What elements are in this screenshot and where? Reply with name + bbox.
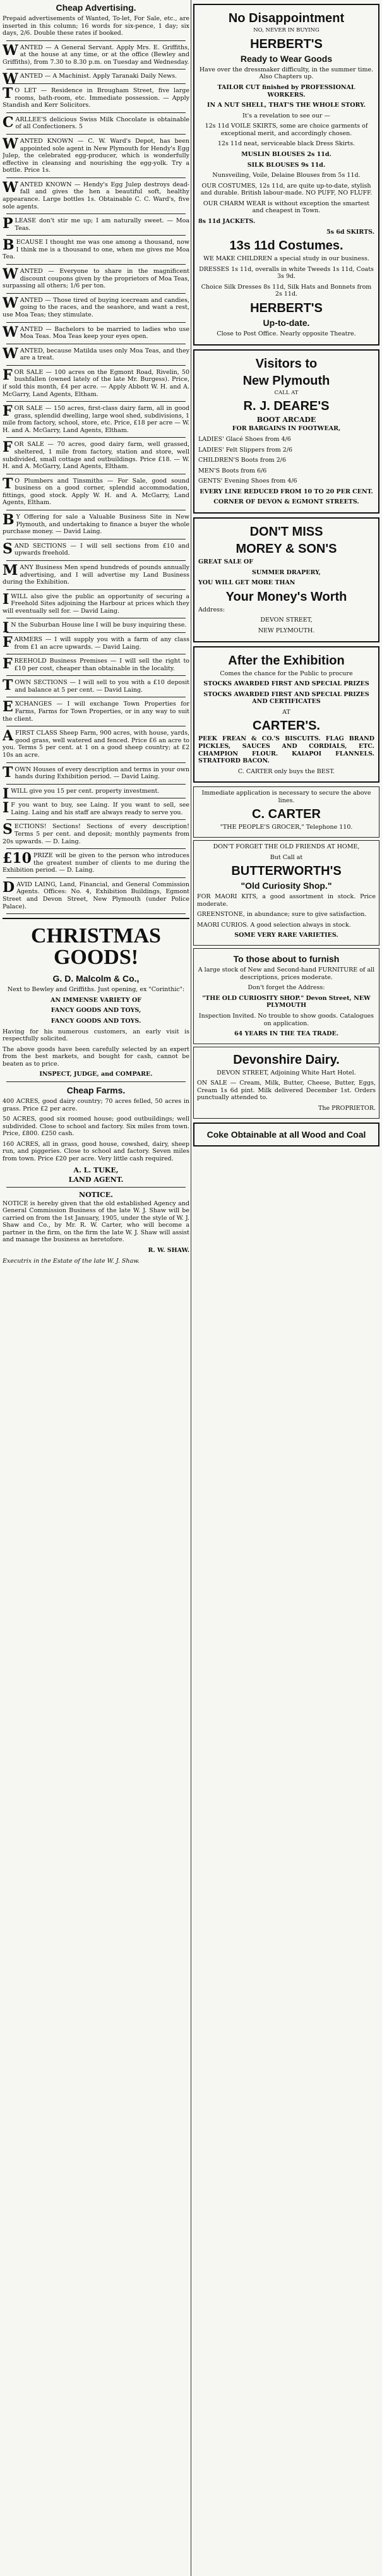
farm-item: 160 ACRES, all in grass, good house, cowshed, dairy, sheep run, and piggeries. Close to school and factory. Seven miles from town. Price £20 per acre. Very little cash required.: [3, 1140, 189, 1163]
herbert-p1: Have over the dressmaker difficulty, in the summer time. Also Chapters up.: [199, 66, 374, 81]
morey-you: YOU WILL GET MORE THAN: [198, 579, 295, 587]
classified-ad: [3, 593, 189, 615]
ad-text: ANTED KNOWN — Hendy's Egg Julep destroys dead-fall and gives the hen a beautiful soft, healthy appearance. Large bottles 1s. Obtainable C. C. Ward's, five sole agents.: [3, 181, 189, 210]
herbert-p8: OUR COSTUMES, 12s 11d, are quite up-to-date, stylish and durable. British labour-made. NO PUFF, NO FLUFF.: [200, 182, 373, 197]
notice-ad: [3, 1191, 189, 1265]
furnish-p2: Don't forget the Address:: [248, 984, 325, 992]
classified-ads-list: [3, 44, 189, 914]
divider: [6, 235, 186, 236]
christmas-goods-ad: [3, 925, 189, 1078]
divider: [6, 848, 186, 849]
divider: [6, 675, 186, 676]
morey-title: MOREY & SON'S: [236, 542, 337, 557]
furnish-p5: 64 YEARS IN THE TEA TRADE.: [234, 1030, 339, 1038]
morey-worth: Your Money's Worth: [225, 589, 347, 604]
divider: [6, 264, 186, 265]
dairy-p1: DEVON STREET, Adjoining White Hart Hotel.: [217, 1069, 356, 1076]
ad-initial: W: [3, 323, 18, 340]
furnish-p4: Inspection Invited. No trouble to show goods. Catalogues on application.: [198, 1012, 374, 1027]
ad-initial: I: [3, 785, 9, 802]
ad-text: ANY Business Men spend hundreds of pounds annually advertising, and I will advertise my Land Business during the Exhibition.: [3, 563, 189, 586]
christmas-firm: G. D. Malcolm & Co.,: [52, 973, 140, 984]
herbert-p6: 12s 11d neat, serviceable black Dress Skirts.: [217, 140, 355, 148]
ad-initial: E: [3, 699, 13, 716]
ad-initial: F: [3, 656, 13, 673]
deare-bargains: FOR BARGAINS IN FOOTWEAR,: [232, 425, 341, 433]
divider: [6, 1081, 186, 1082]
classified-ad: [3, 881, 189, 910]
herberts-ready-to-wear-ad: [193, 4, 379, 346]
ad-text: REEHOLD Business Premises — I will sell the right to £10 per cost, cheaper than obtainable in the locality.: [14, 658, 189, 672]
notice-title: NOTICE.: [79, 1190, 113, 1199]
herbert-upto-addr: Close to Post Office. Nearly opposite Theatre.: [217, 330, 356, 338]
ad-text: ANTED KNOWN — C. W. Ward's Depot, has been appointed sole agent in New Plymouth for Hendy's Egg Julep, the celebrated egg-producer, which is wonderfully effective in cleansing and nourishing the egg-yolk. Try a bottle. Price 1s.: [3, 137, 189, 174]
cheap-farms-ad: [3, 1085, 189, 1184]
furnish-title: To those about to furnish: [233, 954, 340, 965]
divider: [6, 112, 186, 113]
ad-text: XCHANGES — I will exchange Town Properties for Farms, Farms for Town Properties, or in any way to suit the client.: [3, 701, 189, 723]
deare-arcade: BOOT ARCADE: [256, 416, 316, 424]
butterworth-ad: [193, 840, 379, 946]
classified-ad: [3, 564, 189, 586]
ad-text: O Plumbers and Tinsmiths — For Sale, good sound business on a good corner, splendid accommodation, fittings, good stock. Apply W. H. and A. McGarry, Land Agents, Eltham.: [3, 477, 189, 507]
divider: [6, 632, 186, 633]
deare-line: LADIES' Felt Slippers from 2/6: [198, 446, 293, 454]
butter-title-2: "Old Curiosity Shop.": [241, 881, 332, 891]
ad-initial: A: [3, 728, 14, 745]
furnish-p3: "THE OLD CURIOSITY SHOP." Devon Street, NEW PLYMOUTH: [202, 994, 371, 1009]
herbert-upto-sub: Up-to-date.: [263, 318, 310, 328]
visitors-title-1: Visitors to: [255, 356, 318, 371]
morey-son-ad: [193, 517, 379, 642]
classified-ad: [3, 323, 189, 340]
herbert-p9: OUR CHARM WEAR is without exception the smartest and cheapest in Town.: [203, 200, 370, 215]
ad-initial: T: [3, 764, 13, 781]
butter-p3: FOR MAORI KITS, a good assortment in stock. Price moderate.: [197, 893, 376, 908]
ad-text: ARMERS — I will supply you with a farm of any class from £1 an acre upwards. — David Laing.: [14, 636, 189, 651]
exhibition-carter: CARTER'S.: [253, 719, 320, 733]
ad-initial: W: [3, 345, 18, 362]
classified-ad: [3, 823, 189, 845]
deare-line: MEN'S Boots from 6/6: [198, 467, 267, 474]
ad-text: OR SALE — 70 acres, good dairy farm, well grassed, sheltered, 1 mile from factory, station and store, well subdivided, small cottage and outbuildings. Price £18. — W. H. and A. McGarry, Land Agents, Eltham.: [3, 441, 189, 471]
right-column: [193, 0, 379, 2576]
classified-ad: [3, 239, 189, 261]
ad-initial: W: [3, 42, 18, 59]
carter-sub: "THE PEOPLE'S GROCER," Telephone 110.: [220, 824, 353, 831]
ad-initial: W: [3, 266, 18, 283]
exhibition-p1: Comes the chance for the Public to procure: [220, 670, 353, 677]
divider: [6, 83, 186, 84]
classified-ad: [3, 441, 189, 470]
ad-text: ANTED — Those tired of buying icecream and candies, going to the races, and the seashore, and want a rest, use Moa Teas; they stimulate.: [3, 296, 189, 318]
herbert-p7: Nunsveiling, Voile, Delaine Blouses from 5s 11d.: [212, 172, 361, 179]
classified-ad: [3, 71, 189, 88]
divider: [6, 819, 186, 820]
ad-text: ANTED — A Machinist. Apply Taranaki Daily News.: [20, 73, 177, 80]
cheap-advertising-intro: Prepaid advertisements of Wanted, To-let, For Sale, etc., are inserted in this column; 16 words for six-pence, 1 day; six days, 2/6. Double these rates if booked.: [3, 15, 189, 37]
farm-agent: A. L. TUKE,: [73, 1165, 119, 1174]
christmas-body: Having for his numerous customers, an early visit is respectfully solicited.: [3, 1028, 189, 1043]
ad-text: ANTED — Bachelors to be married to ladies who use Moa Teas. Moa Teas keep your eyes open.: [20, 325, 189, 340]
ad-initial: W: [3, 71, 18, 88]
ad-text: LEASE don't stir me up; I am naturally sweet. — Moa Teas.: [15, 217, 189, 232]
ad-text: WILL also give the public an opportunity of securing a Freehold Sites adjoining the Harbour at prices which they will eventually sell for. — David Laing.: [3, 593, 189, 615]
herbert-title: HERBERT'S: [250, 37, 323, 51]
classified-ad: [3, 730, 189, 759]
ad-text: ANTED, because Matilda uses only Moa Teas, and they are a treat.: [20, 347, 189, 362]
herbert-muslin: MUSLIN BLOUSES 2s 11d.: [241, 150, 331, 158]
herbert-p10: WE MAKE CHILDREN a special study in our business.: [203, 255, 369, 263]
carter-grocer-ad: [193, 786, 379, 838]
classified-ad: [3, 44, 189, 66]
morey-address-label: Address:: [198, 606, 225, 613]
christmas-title: CHRISTMAS GOODS!: [31, 924, 161, 970]
ad-initial: F: [3, 439, 13, 456]
divider: [6, 877, 186, 878]
morey-drapery: SUMMER DRAPERY,: [252, 569, 321, 576]
ad-text: OR SALE — 100 acres on the Egmont Road, Rivelin, 50 bushfallen (owned lately of the late Mr. Burgess). Price, if sold this month, £4 per acre. — Apply Abbott W. H. and A. McGarry, Land Agents, Eltham.: [3, 368, 189, 398]
herbert-p12: Choice Silk Dresses 8s 11d, Silk Hats and Bonnets from 2s 11d.: [201, 283, 372, 298]
herbert-jackets: 8s 11d JACKETS.: [198, 218, 256, 226]
cheap-advertising-header: Cheap Advertising.: [56, 3, 136, 13]
dairy-title: Devonshire Dairy.: [233, 1052, 340, 1067]
ad-text: FIRST CLASS Sheep Farm, 900 acres, with house, yards, good grass, well watered and fenced. Price £6 an acre to you. Terms 5 per cent. at 1 on a good sheep country; at £2 10s an acre.: [3, 730, 189, 759]
classified-ad: [3, 701, 189, 723]
cheap-farms-title: Cheap Farms.: [66, 1085, 126, 1095]
deare-line: GENTS' Evening Shoes from 4/6: [198, 478, 297, 485]
christmas-line-2: FANCY GOODS AND TOYS,: [51, 1007, 141, 1014]
ad-initial: I: [3, 800, 9, 817]
ad-initial: B: [3, 237, 15, 254]
ad-initial: D: [3, 879, 15, 896]
morey-addr-1: DEVON STREET,: [260, 617, 313, 624]
ad-text: OWN Houses of every description and terms in your own hands during Exhibition period. — David Laing.: [15, 766, 189, 781]
divider: [6, 40, 186, 41]
notice-tail: Executrix in the Estate of the late W. J. Shaw.: [3, 1257, 140, 1265]
morey-addr-2: NEW PLYMOUTH.: [258, 627, 315, 634]
divider: [3, 918, 189, 919]
ad-initial: T: [3, 677, 13, 694]
herbert-p2: TAILOR CUT finished by PROFESSIONAL WORKERS.: [217, 83, 355, 99]
classified-ad: [3, 514, 189, 536]
notice-sign: R. W. SHAW.: [148, 1247, 189, 1255]
classified-ad: [3, 116, 189, 131]
ad-text: ECAUSE I thought me was one among a thousand, now I think me is a thousand to one, when me gives me Moa Tea.: [3, 239, 189, 261]
classified-ad: [3, 87, 189, 109]
herbert-skirts: 5s 6d SKIRTS.: [326, 228, 374, 236]
ad-text: ANTED — A General Servant. Apply Mrs. E. Griffiths, at the house at any time, or at the office (Bewley and Griffiths), from 7.30 to 8.30 p.m. on Tuesday and Wednesday.: [3, 44, 189, 66]
exhibition-p3: STOCKS AWARDED FIRST AND SPECIAL PRIZES AND CERTIFICATES: [203, 690, 369, 706]
divider: [6, 293, 186, 294]
herbert-pre: NO, NEVER IN BUYING: [253, 27, 319, 33]
christmas-footer: INSPECT, JUDGE, and COMPARE.: [39, 1071, 153, 1078]
ad-initial: T: [3, 85, 13, 102]
classified-ad: [3, 540, 189, 557]
ad-text: PRIZE will be given to the person who introduces the greatest number of clients to me during the Exhibition period. — D. Laing.: [3, 852, 189, 874]
carter-p0: Immediate application is necessary to secure the above lines.: [201, 790, 371, 804]
ad-initial: B: [3, 512, 15, 529]
morey-pre: DON'T MISS: [249, 525, 323, 539]
butter-p6: SOME VERY RARE VARIETIES.: [234, 932, 338, 939]
ad-text: OWN SECTIONS — I will sell to you with a £10 deposit and balance at 5 per cent. — David Laing.: [15, 679, 189, 694]
herbert-costumes: 13s 11d Costumes.: [229, 239, 343, 253]
left-column: [3, 0, 189, 2576]
ad-text: ANTED — Everyone to share in the magnificent discount coupons given by the proprietors of Moa Teas, surpassing all others; 1/6 per ton.: [3, 268, 189, 290]
farm-agent-title: LAND AGENT.: [68, 1175, 124, 1184]
ad-initial: C: [3, 114, 14, 131]
divider: [6, 784, 186, 785]
christmas-line-1: AN IMMENSE VARIETY OF: [51, 996, 141, 1004]
ad-initial: £10: [3, 850, 32, 867]
coke-ad: [193, 1122, 379, 1147]
ad-initial: M: [3, 562, 18, 579]
divider: [6, 1187, 186, 1188]
devonshire-dairy-ad: [193, 1047, 379, 1119]
christmas-line-3: FANCY GOODS AND TOYS.: [51, 1017, 141, 1025]
christmas-address: Next to Bewley and Griffiths. Just opening, ex "Corinthic":: [7, 986, 185, 994]
no-disappointment-title: No Disappointment: [228, 11, 345, 25]
ad-initial: I: [3, 620, 9, 637]
butter-p2: But Call at: [270, 853, 303, 861]
ad-initial: W: [3, 179, 18, 196]
christmas-body-2: The above goods have been carefully selected by an expert from the best markets, and bought for cash, cannot be beaten as to price.: [3, 1045, 189, 1068]
classified-ad: [3, 217, 189, 232]
ad-initial: S: [3, 821, 13, 838]
ad-initial: F: [3, 366, 13, 383]
classified-ad: [3, 785, 189, 802]
classified-ad: [3, 475, 189, 507]
ad-initial: W: [3, 135, 18, 152]
classified-ad: [3, 766, 189, 781]
exhibition-p2: STOCKS AWARDED FIRST AND SPECIAL PRIZES: [203, 680, 369, 688]
classified-ad: [3, 658, 189, 672]
divider: [6, 589, 186, 590]
deare-corner: CORNER OF DEVON & EGMONT STREETS.: [213, 498, 359, 506]
divider: [6, 134, 186, 135]
herbert-p3: IN A NUT SHELL, THAT'S THE WHOLE STORY.: [207, 102, 366, 109]
ad-text: F you want to buy, see Laing. If you want to sell, see Laing. Laing and his staff are always ready to serve you.: [11, 802, 189, 816]
divider: [6, 913, 186, 914]
butter-p5: MAORI CURIOS. A good selection always in stock.: [197, 921, 351, 929]
ad-text: ARLLEE'S delicious Swiss Milk Chocolate is obtainable of all Confectioners. 5: [15, 116, 189, 131]
ad-initial: F: [3, 403, 13, 420]
classified-ad: [3, 181, 189, 210]
dairy-sign: The PROPRIETOR.: [318, 1105, 376, 1112]
classified-ad: [3, 294, 189, 319]
butter-p4: GREENSTONE, in abundance; sure to give satisfaction.: [197, 911, 367, 918]
exhibition-at: AT: [282, 708, 290, 716]
ad-initial: F: [3, 634, 13, 651]
ad-text: AVID LAING, Land, Financial, and General Commission Agents. Offices: No. 4, Exhibition Buildings, Egmont Street and Devon Street, New Plymouth (under Police Palace).: [3, 881, 189, 910]
ad-initial: P: [3, 215, 13, 232]
coke-title: Coke Obtainable at all Wood and Coal: [206, 1129, 366, 1140]
deare-line: LADIES' Glacé Shoes from 4/6: [198, 435, 291, 443]
classified-ad: [3, 135, 189, 174]
visitors-call: CALL AT: [274, 389, 299, 396]
herbert-p5: 12s 11d VOILE SKIRTS, some are choice garments of exceptional merit, and accordingly chosen.: [205, 123, 368, 137]
morey-sale: GREAT SALE OF: [198, 558, 253, 566]
notice-body: NOTICE is hereby given that the old established Agency and General Commission Business of the late W. J. Shaw will be carried on from the 1st January, 1905, under the style of W. J. Shaw and Co., by Mr. R. W. Carter, who will become a partner in the firm, on the firm the late W. J. Shaw will assist and manage the business as heretofore.: [3, 1200, 189, 1244]
divider: [6, 560, 186, 561]
ad-text: OR SALE — 150 acres, first-class dairy farm, all in good grass, splendid dwelling, large wool shed, subdivisions, 1 mile from factory, school, store, etc. Price, £18 per acre — W. H. and A. McGarry, Land Agents, Eltham.: [3, 405, 189, 434]
divider: [6, 322, 186, 323]
carter-title: C. CARTER: [252, 807, 321, 822]
ad-initial: T: [3, 475, 13, 492]
deare-firm: R. J. DEARE'S: [243, 399, 330, 414]
after-exhibition-ad: [193, 646, 379, 783]
classified-ad: [3, 405, 189, 434]
ad-text: AND SECTIONS — I will sell sections from £10 and upwards freehold.: [14, 542, 189, 557]
classified-ad: [3, 852, 189, 874]
ad-text: N the Suburban House line I will be busy inquiring these.: [11, 622, 187, 629]
herbert-sub: Ready to Wear Goods: [240, 53, 333, 64]
visitors-title-2: New Plymouth: [242, 373, 330, 388]
ad-text: Y Offering for sale a Valuable Business Site in New Plymouth, and undertaking to finance a buyer the whole purchase money. — David Laing.: [3, 514, 189, 536]
divider: [6, 401, 186, 402]
classified-ad: [3, 636, 189, 651]
farm-item: 50 ACRES, good six roomed house; good outbuildings; well subdivided. Close to school and factory. Six miles from town. Price, £800. £250 cash.: [3, 1116, 189, 1138]
deare-line: CHILDREN'S Boots from 2/6: [198, 457, 286, 464]
herbert-p4: It's a revelation to see our —: [242, 112, 330, 119]
exhibition-title: After the Exhibition: [228, 653, 345, 668]
classified-ad: [3, 620, 189, 637]
ad-text: ECTIONS! Sections! Sections of every description! Terms 5 per cent. and deposit; monthly payments from 20s upwards. — D. Laing.: [3, 823, 189, 845]
deare-reduced: EVERY LINE REDUCED FROM 10 TO 20 PER CENT.: [200, 488, 373, 495]
classified-ad: [3, 347, 189, 362]
butter-p1: DON'T FORGET THE OLD FRIENDS AT HOME,: [213, 843, 360, 851]
ad-text: O LET — Residence in Brougham Street, five large rooms, bath-room, etc. Immediate possession. — Apply Standish and Kerr Solicitors.: [3, 87, 189, 109]
ad-initial: I: [3, 591, 9, 608]
ad-text: WILL give you 15 per cent. property investment.: [11, 787, 160, 795]
divider: [6, 365, 186, 366]
divider: [6, 762, 186, 763]
exhibition-p5: C. CARTER only buys the BEST.: [237, 767, 335, 775]
ad-initial: W: [3, 294, 18, 311]
classified-ad: [3, 802, 189, 816]
furnish-p1: A large stock of New and Second-hand FURNITURE of all descriptions, prices moderate.: [198, 966, 375, 981]
herbert-p11: DRESSES 1s 11d, overalls in white Tweeds 1s 11d, Coats 3s 9d.: [199, 265, 374, 280]
butter-title-1: BUTTERWORTH'S: [231, 864, 342, 879]
exhibition-p4: PEEK FREAN & CO.'S BISCUITS. FLAG BRAND PICKLES, SAUCES AND CORDIALS, ETC. CHAMPION FLOUR. KAIAPOI FLANNELS. STRATFORD BACON.: [198, 735, 374, 765]
herbert-silk: SILK BLOUSES 9s 11d.: [247, 161, 326, 169]
furnish-ad: [193, 948, 379, 1044]
ad-initial: S: [3, 540, 13, 557]
farm-item: 400 ACRES, good dairy country; 70 acres felled, 50 acres in grass. Price £2 per acre.: [3, 1097, 189, 1112]
deare-boot-arcade-ad: [193, 349, 379, 514]
classified-ad: [3, 366, 189, 398]
divider: [6, 437, 186, 438]
dairy-p2: ON SALE — Cream, Milk, Butter, Cheese, Butter, Eggs, Cream 1s 6d pint. Milk delivered December 1st. Orders punctually attended to.: [197, 1080, 376, 1102]
herbert-upto-title: HERBERT'S: [250, 301, 323, 316]
classified-ad: [3, 679, 189, 694]
classified-ad: [3, 268, 189, 290]
